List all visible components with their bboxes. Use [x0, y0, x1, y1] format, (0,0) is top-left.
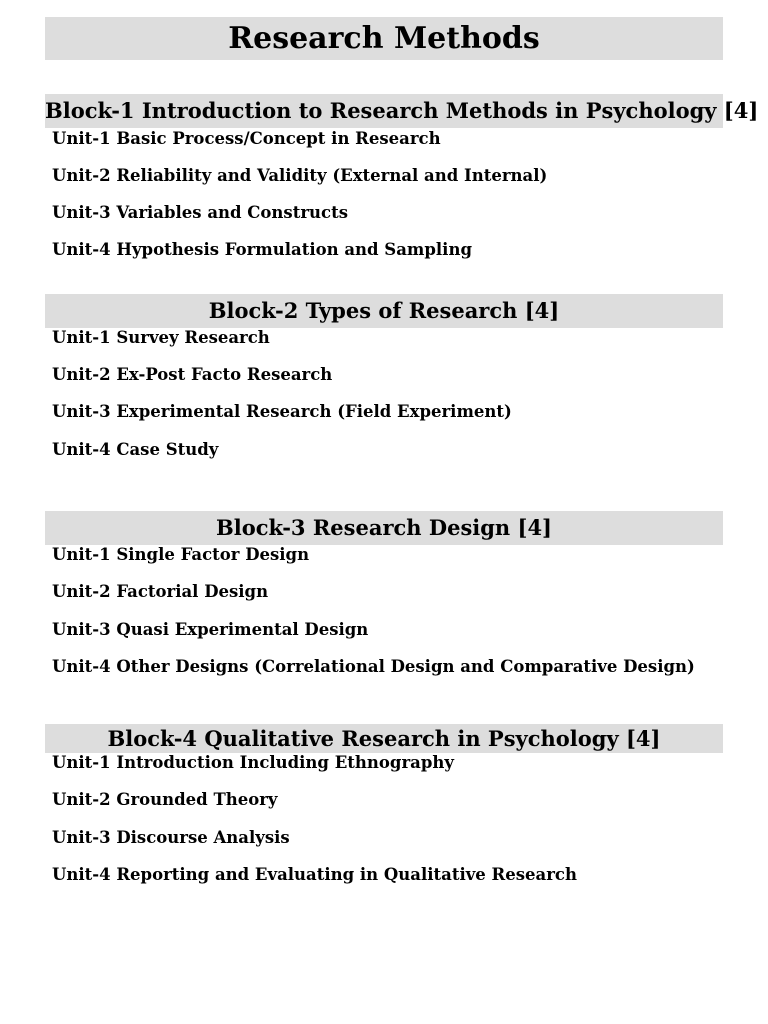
- block-2-unit-4: Unit-4 Case Study: [52, 440, 219, 459]
- block-3-unit-1: Unit-1 Single Factor Design: [52, 545, 310, 564]
- block-2-unit-1: Unit-1 Survey Research: [52, 328, 270, 347]
- block-1-unit-4: Unit-4 Hypothesis Formulation and Sampling: [52, 240, 472, 259]
- block-4-unit-1: Unit-1 Introduction Including Ethnography: [52, 753, 454, 772]
- block-1-heading: Block-1 Introduction to Research Methods in Psychology [4]: [45, 94, 723, 128]
- block-4-heading: Block-4 Qualitative Research in Psychology [4]: [45, 724, 723, 753]
- page-title: Research Methods: [45, 17, 723, 60]
- block-4-unit-2: Unit-2 Grounded Theory: [52, 790, 278, 809]
- block-2-heading: Block-2 Types of Research [4]: [45, 294, 723, 328]
- block-3-heading: Block-3 Research Design [4]: [45, 511, 723, 545]
- block-3-unit-3: Unit-3 Quasi Experimental Design: [52, 620, 369, 639]
- block-3-unit-2: Unit-2 Factorial Design: [52, 582, 269, 601]
- block-1-unit-3: Unit-3 Variables and Constructs: [52, 203, 348, 222]
- block-4-unit-4: Unit-4 Reporting and Evaluating in Qualitative Research: [52, 865, 577, 884]
- block-3-unit-4: Unit-4 Other Designs (Correlational Design and Comparative Design): [52, 657, 695, 676]
- block-2-unit-3: Unit-3 Experimental Research (Field Experiment): [52, 402, 512, 421]
- block-4-unit-3: Unit-3 Discourse Analysis: [52, 828, 290, 847]
- block-1-unit-1: Unit-1 Basic Process/Concept in Research: [52, 129, 441, 148]
- block-1-unit-2: Unit-2 Reliability and Validity (External and Internal): [52, 166, 548, 185]
- block-2-unit-2: Unit-2 Ex-Post Facto Research: [52, 365, 333, 384]
